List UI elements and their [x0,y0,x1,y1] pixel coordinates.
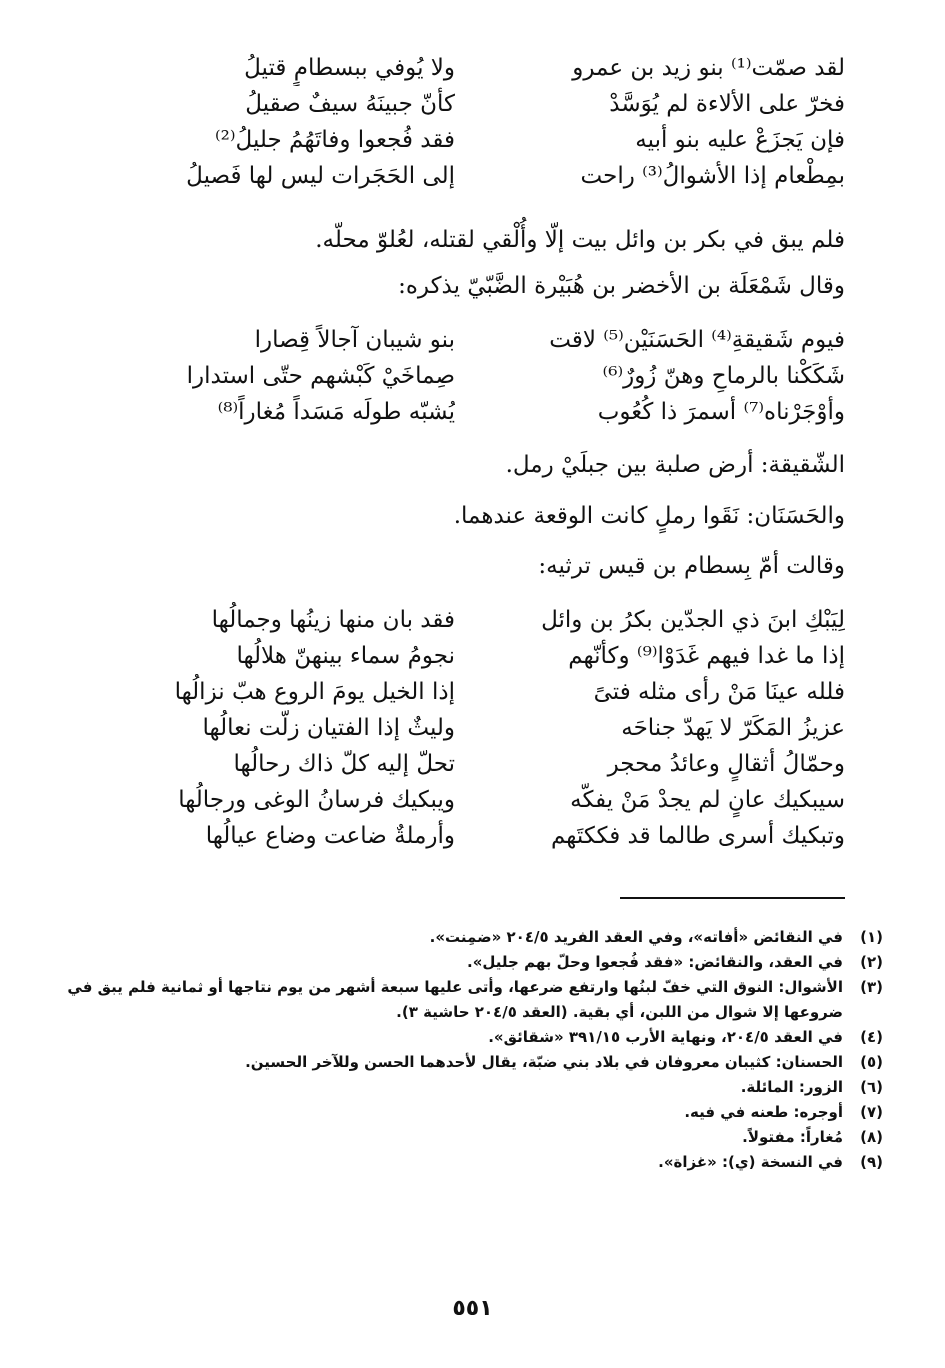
footnote-number: (٦) [860,1078,883,1096]
second-hemistich: فقد بان منها زينُها وجمالُها [211,607,455,633]
first-hemistich: وأوْجَرْناه⁽⁷⁾ أسمرَ ذا كُعُوب [597,399,845,425]
second-hemistich: ويبكيك فرسانُ الوغى ورجالُها [178,787,455,813]
footnote-number: (٨) [860,1128,883,1146]
footnote-number: (٢) [860,953,883,971]
footnote-text: الأشوال: النوق التي خفّ لبنُها وارتفع ضرعها، وأتى عليها سبعة أشهر من يوم نتاجها أو ثمانية فلم يبق في [67,978,843,996]
first-hemistich: فلله عينَا مَنْ رأى مثله فتىً [593,679,845,705]
footnote-divider [620,897,845,899]
footnote [63,1150,883,1175]
verse-line [95,782,845,818]
prose-paragraph: فلم يبق في بكر بن وائل بيت إلّا وأُلْقي لقتله، لعُلوّ محلّه. [315,227,845,253]
second-hemistich: بنو شيبان آجالاً قِصارا [254,327,455,353]
second-hemistich: فقد فُجعوا وفاتَهُمُ جليلُ⁽²⁾ [215,127,455,153]
footnote-number: (٩) [860,1153,883,1171]
poem-2 [95,322,845,430]
verse-line [95,50,845,86]
poem-3 [95,602,845,854]
footnote [63,925,883,950]
second-hemistich: وليثٌ إذا الفتيان زلّت نعالُها [202,715,455,741]
second-hemistich: نجومُ سماء بينهنّ هلالُها [236,643,455,669]
page-number: ٥٥١ [452,1296,493,1321]
first-hemistich: لِيَبْكِ ابنَ ذي الجدّين بكرُ بن وائل [541,607,845,633]
first-hemistich: سيبكيك عانٍ لم يجدْ مَنْ يفكّه [570,787,845,813]
first-hemistich: إذا ما غدا فيهم غَدَوْا⁽⁹⁾ وكأنّهم [568,643,845,669]
footnote [63,975,883,1000]
footnote-number [843,1000,883,1025]
first-hemistich: لقد صمّت⁽¹⁾ بنو زيد بن عمرو [572,55,845,81]
verse-line [95,638,845,674]
poem-1 [95,50,845,194]
verse-line [95,818,845,854]
footnote-text: الحسنان: كثيبان معروفان في بلاد بني ضبّة، يقال لأحدهما الحسن وللآخر الحسين. [245,1053,843,1071]
footnote [63,1075,883,1100]
verse-line [95,394,845,430]
first-hemistich: عزيزُ المَكَرّ لا يَهدّ جناحَه [621,715,845,741]
footnote-text: في العقد، والنقائض: «فقد فُجعوا وحلّ بهم جليل». [467,953,843,971]
first-hemistich: وحمّالُ أثقالٍ وعائدُ محجر [607,751,845,777]
footnote-number: (٧) [860,1103,883,1121]
verse-line [95,358,845,394]
footnote-text: مُغاراً: مفتولاً. [742,1128,843,1146]
verse-line [95,322,845,358]
second-hemistich: صِماخَيْ كَبْشهم حتّى استدارا [186,363,455,389]
footnote [63,1025,883,1050]
footnote-number: (٥) [860,1053,883,1071]
prose-paragraph: والحَسَنَان: نَقَوا رملٍ كانت الوقعة عندهما. [453,503,845,529]
footnote-text: أوجره: طعنه في فيه. [684,1103,843,1121]
first-hemistich: بمِطْعام إذا الأشوالُ⁽³⁾ راحت [580,163,845,189]
verse-line [95,674,845,710]
prose-paragraph: وقالت أمّ بِسطام بن قيس ترثيه: [538,553,845,579]
second-hemistich: تحلّ إليه كلّ ذاك رحالُها [233,751,455,777]
first-hemistich: وتبكيك أسرى طالما قد فككتَهم [550,823,845,849]
footnote-number: (٣) [860,978,883,996]
first-hemistich: شَكَكْنا بالرماحِ وهنّ زُورٌ⁽⁶⁾ [602,363,845,389]
footnote-number: (٤) [860,1028,883,1046]
verse-line [95,746,845,782]
footnote-number: (١) [860,928,883,946]
first-hemistich: فيوم شَقيقةِ⁽⁴⁾ الحَسَنَيْن⁽⁵⁾ لاقت [549,327,845,353]
second-hemistich: وأرملةٌ ضاعت وضاع عيالُها [205,823,455,849]
second-hemistich: ولا يُوفي ببسطامٍ قتيلُ [244,55,455,81]
first-hemistich: فخرّ على الألاءة لم يُوَسَّدْ [609,91,845,117]
second-hemistich: إلى الحَجَرات ليس لها فَصيلُ [186,163,455,189]
footnotes [63,925,883,1175]
footnote-continuation [63,1000,883,1025]
footnote-text: الزور: المائلة. [740,1078,843,1096]
prose-paragraph: الشّقيقة: أرض صلبة بين جبلَيْ رمل. [505,452,845,478]
second-hemistich: إذا الخيل يومَ الروع هبّ نزالُها [174,679,455,705]
footnote-text: في النسخة (ي): «غزاة». [658,1153,843,1171]
footnote [63,1125,883,1150]
footnote-text: في النقائض «أفاته»، وفي العقد الفريد ٢٠٤/٥ «ضمِنت». [429,928,843,946]
footnote [63,1100,883,1125]
verse-line [95,158,845,194]
prose-paragraph: وقال شَمْعَلَة بن الأخضر بن هُبَيْرة الضَّبّيّ يذكره: [398,273,845,299]
second-hemistich: كأنّ جبينَهُ سيفٌ صقيلُ [245,91,455,117]
second-hemistich: يُشبّه طولَه مَسَداً مُغاراً⁽⁸⁾ [217,399,455,425]
footnote [63,1050,883,1075]
footnote [63,950,883,975]
verse-line [95,86,845,122]
footnote-text: في العقد ٢٠٤/٥، ونهاية الأرب ٣٩١/١٥ «شقائق». [488,1028,843,1046]
first-hemistich: فإن يَجزَعْ عليه بنو أبيه [635,127,845,153]
verse-line [95,122,845,158]
verse-line [95,710,845,746]
footnote-text: ضروعها إلا شوال من اللبن، أي بقية. (العقد ٢٠٤/٥ حاشية ٣). [396,1003,843,1021]
verse-line [95,602,845,638]
